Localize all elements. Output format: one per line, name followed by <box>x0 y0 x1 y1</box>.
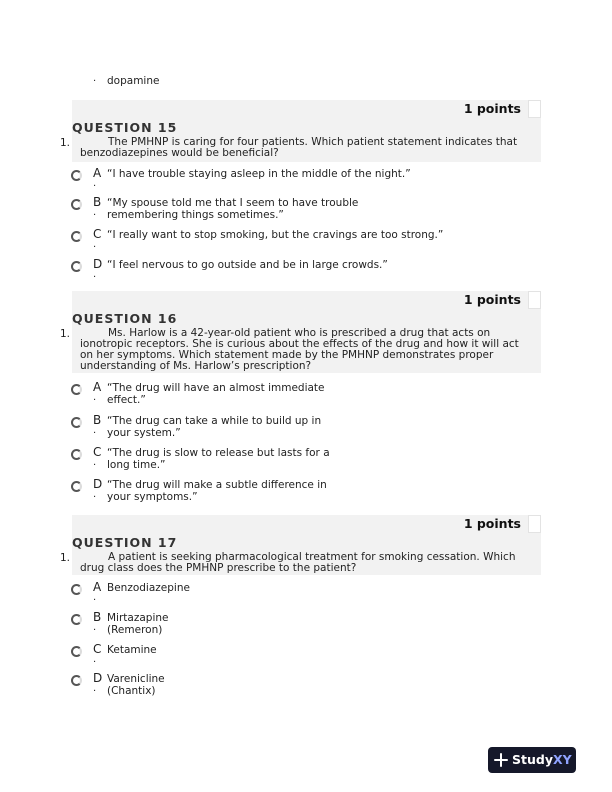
option-d[interactable] <box>71 479 451 509</box>
option-letter: C <box>93 227 102 241</box>
question-text: A patient is seeking pharmacological treatment for smoking cessation. Which drug class does the PMHNP prescribe to the patient? <box>80 551 516 574</box>
option-dot: . <box>93 178 97 189</box>
question-number: 1. <box>60 137 71 149</box>
option-a[interactable] <box>71 168 451 198</box>
option-dot: . <box>93 683 97 694</box>
question-number: 1. <box>60 552 71 564</box>
logo-wordmark <box>512 752 572 767</box>
option-text: Varenicline (Chantix) <box>107 673 165 697</box>
question-number: 1. <box>60 328 71 340</box>
radio-button[interactable] <box>71 646 82 657</box>
list-bullet: · <box>93 76 97 87</box>
option-c[interactable] <box>71 447 451 477</box>
radio-button[interactable] <box>71 170 82 181</box>
option-a[interactable] <box>71 382 451 412</box>
option-letter: B <box>93 195 102 209</box>
option-b[interactable] <box>71 612 451 642</box>
option-b[interactable] <box>71 415 451 445</box>
studyxy-logo <box>488 747 576 773</box>
points-bar <box>72 515 541 533</box>
question-title: QUESTION 15 <box>72 120 178 135</box>
radio-button[interactable] <box>71 231 82 242</box>
radio-button[interactable] <box>71 417 82 428</box>
option-letter: C <box>93 445 102 459</box>
option-text: “I really want to stop smoking, but the cravings are too strong.” <box>107 229 444 241</box>
option-dot: . <box>93 622 97 633</box>
previous-option-text: dopamine <box>107 75 160 87</box>
option-dot: . <box>93 392 97 403</box>
question-block <box>60 118 541 162</box>
points-label: 1 points <box>463 101 521 116</box>
option-dot: . <box>93 457 97 468</box>
option-text: Mirtazapine (Remeron) <box>107 612 169 636</box>
option-text: “My spouse told me that I seem to have trouble remembering things sometimes.” <box>107 197 359 221</box>
points-endcap <box>528 515 541 533</box>
option-text: “I have trouble staying asleep in the middle of the night.” <box>107 168 411 180</box>
points-endcap <box>528 291 541 309</box>
radio-button[interactable] <box>71 384 82 395</box>
option-letter: A <box>93 380 102 394</box>
option-a[interactable] <box>71 582 451 612</box>
question-title: QUESTION 17 <box>72 535 178 550</box>
points-label: 1 points <box>463 516 521 531</box>
option-dot: . <box>93 269 97 280</box>
option-letter: D <box>93 671 103 685</box>
option-text: “The drug will make a subtle difference in your symptoms.” <box>107 479 327 503</box>
option-dot: . <box>93 489 97 500</box>
option-text: “I feel nervous to go outside and be in large crowds.” <box>107 259 388 271</box>
radio-button[interactable] <box>71 261 82 272</box>
option-letter: D <box>93 257 103 271</box>
option-dot: . <box>93 592 97 603</box>
option-letter: B <box>93 413 102 427</box>
points-bar <box>72 100 541 118</box>
option-text: “The drug will have an almost immediate effect.” <box>107 382 325 406</box>
question-block <box>60 533 541 575</box>
question-text: The PMHNP is caring for four patients. Which patient statement indicates that benzodiazepines would be beneficial? <box>80 136 518 159</box>
option-d[interactable] <box>71 673 451 703</box>
radio-button[interactable] <box>71 614 82 625</box>
option-c[interactable] <box>71 644 451 674</box>
radio-button[interactable] <box>71 199 82 210</box>
question-title: QUESTION 16 <box>72 311 178 326</box>
radio-button[interactable] <box>71 449 82 460</box>
option-text: Ketamine <box>107 644 157 656</box>
option-letter: A <box>93 580 102 594</box>
option-letter: B <box>93 610 102 624</box>
option-b[interactable] <box>71 197 451 227</box>
option-dot: . <box>93 207 97 218</box>
option-dot: . <box>93 239 97 250</box>
logo-word-main: Study <box>512 752 553 767</box>
points-endcap <box>528 100 541 118</box>
option-dot: . <box>93 654 97 665</box>
points-bar <box>72 291 541 309</box>
points-label: 1 points <box>463 292 521 307</box>
option-letter: A <box>93 166 102 180</box>
option-dot: . <box>93 425 97 436</box>
question-text: Ms. Harlow is a 42-year-old patient who is prescribed a drug that acts on ionotropic receptors. She is curious about the effects of the drug and how it will act on her symptoms. Which statement made by the PMHNP demonstrates proper understanding of Ms. Harlow’s prescription? <box>80 327 519 372</box>
logo-word-accent: XY <box>552 752 572 767</box>
option-text: “The drug is slow to release but lasts for a long time.” <box>107 447 330 471</box>
option-letter: C <box>93 642 102 656</box>
radio-button[interactable] <box>71 584 82 595</box>
question-block <box>60 309 541 373</box>
option-d[interactable] <box>71 259 451 289</box>
option-letter: D <box>93 477 103 491</box>
option-c[interactable] <box>71 229 451 259</box>
plus-icon <box>494 753 508 767</box>
option-text: “The drug can take a while to build up in your system.” <box>107 415 322 439</box>
radio-button[interactable] <box>71 675 82 686</box>
radio-button[interactable] <box>71 481 82 492</box>
option-text: Benzodiazepine <box>107 582 190 594</box>
